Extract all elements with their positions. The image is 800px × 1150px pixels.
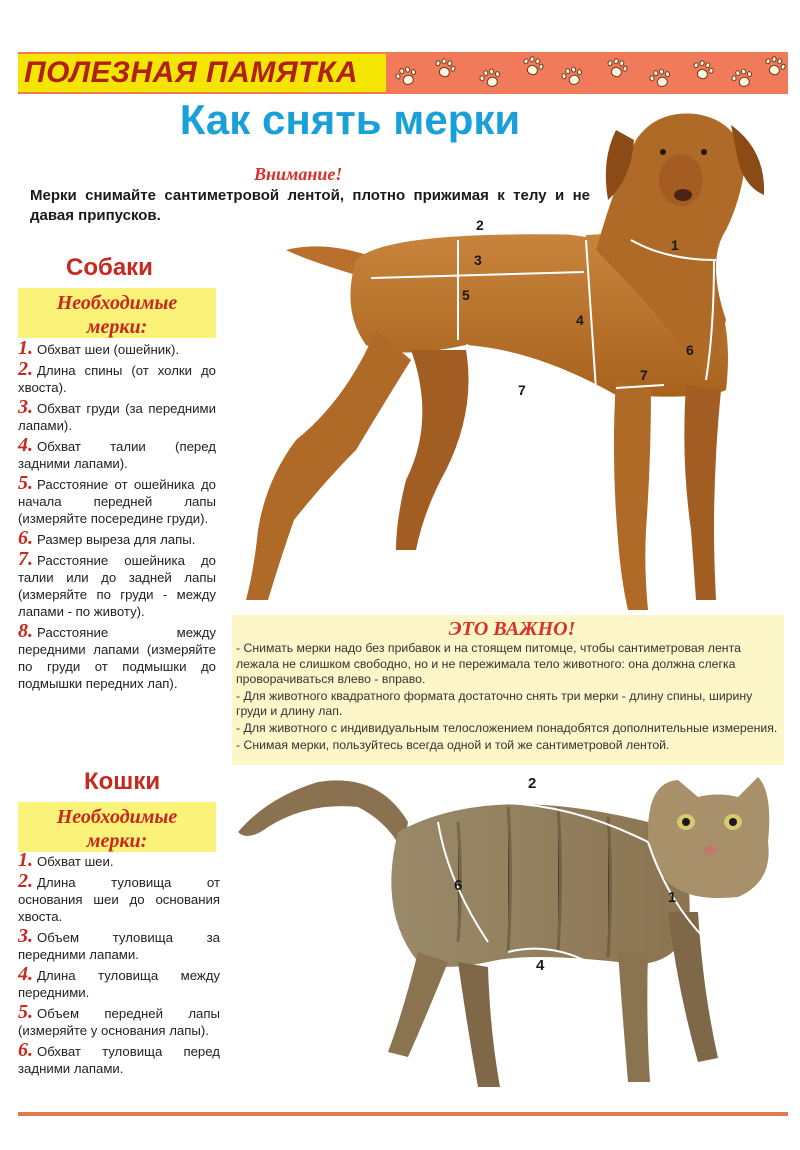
list-item: 5. Расстояние от ошейника до начала передней лапы (измеряйте посередине груди).	[18, 472, 216, 526]
paw-prints-decoration	[392, 54, 788, 92]
dog-label-3: 3	[474, 252, 482, 268]
dog-label-7b: 7	[640, 367, 648, 383]
important-line: - Снимать мерки надо без прибавок и на стоящем питомце, чтобы сантиметровая лента лежала не слишком свободно, но и не пережимала тело животного: она должна слегка проворачиваться влево - вправо.	[236, 641, 741, 687]
header-title: ПОЛЕЗНАЯ ПАМЯТКА	[18, 54, 386, 92]
important-text	[236, 641, 784, 754]
attention-text: Мерки снимайте сантиметровой лентой, плотно прижимая к телу и не давая припусков.	[30, 187, 590, 224]
list-item: 4. Длина туловища между передними.	[18, 963, 220, 1000]
dog-label-1: 1	[671, 237, 679, 253]
cat-label-1: 1	[668, 889, 677, 906]
list-item: 1. Обхват шеи.	[18, 849, 114, 871]
paw-print-icon	[730, 67, 756, 90]
attention-heading: Внимание!	[254, 164, 343, 184]
list-item: 3. Обхват груди (за передними лапами).	[18, 396, 216, 433]
dog-label-6: 6	[686, 342, 694, 358]
important-title: ЭТО ВАЖНО!	[448, 618, 576, 640]
list-item: 1. Обхват шеи (ошейник).	[18, 337, 179, 359]
list-item: 4. Обхват талии (перед задними лапами).	[18, 434, 216, 471]
important-line: - Для животного квадратного формата достаточно снять три мерки - длину спины, ширину груди и длину лап.	[236, 688, 753, 719]
paw-print-icon	[604, 57, 631, 81]
list-item: 8. Расстояние между передними лапами (измеряйте по груди от подмышки до подмышки передних лап).	[18, 620, 216, 691]
cats-measurement-list	[18, 849, 220, 1080]
list-item: 6. Обхват туловища перед задними лапами.	[18, 1039, 220, 1076]
cat-label-2: 2	[528, 775, 537, 792]
dogs-measurement-list	[18, 337, 216, 695]
dog-label-7a: 7	[518, 382, 526, 398]
list-item: 3. Объем туловища за передними лапами.	[18, 925, 220, 962]
paw-print-icon	[478, 67, 504, 90]
paw-print-icon	[690, 59, 717, 83]
list-item: 6. Размер выреза для лапы.	[18, 527, 196, 549]
cats-required-label: Необходимые мерки:	[18, 802, 216, 852]
list-item: 2. Длина спины (от холки до хвоста).	[18, 358, 216, 395]
paw-print-icon	[648, 67, 674, 90]
important-line: - Для животного с индивидуальным телосложением понадобятся дополнительные измерения.	[236, 720, 778, 735]
page-title: Как снять мерки	[179, 96, 521, 143]
important-line: - Снимая мерки, пользуйтесь всегда одной и той же сантиметровой лентой.	[236, 737, 670, 752]
dogs-title: Собаки	[66, 254, 153, 281]
list-item: 2. Длина туловища от основания шеи до основания хвоста.	[18, 870, 220, 924]
cat-illustration	[228, 762, 783, 1112]
cat-label-4: 4	[536, 957, 545, 974]
paw-print-icon	[520, 55, 547, 79]
paw-print-icon	[762, 55, 789, 79]
list-item: 7. Расстояние ошейника до талии или до задней лапы (измеряйте по груди - между лапами - по животу).	[18, 548, 216, 619]
cats-title: Кошки	[84, 768, 161, 795]
dog-label-4: 4	[576, 312, 584, 328]
dog-illustration	[236, 100, 776, 620]
paw-print-icon	[432, 57, 459, 81]
dogs-required-label: Необходимые мерки:	[18, 288, 216, 338]
paw-print-icon	[560, 65, 586, 88]
dog-label-2: 2	[476, 217, 484, 233]
paw-print-icon	[394, 65, 420, 88]
list-item: 5. Объем передней лапы (измеряйте у основания лапы).	[18, 1001, 220, 1038]
footer-divider	[18, 1112, 788, 1116]
dog-label-5: 5	[462, 287, 470, 303]
cat-label-6: 6	[454, 877, 463, 894]
